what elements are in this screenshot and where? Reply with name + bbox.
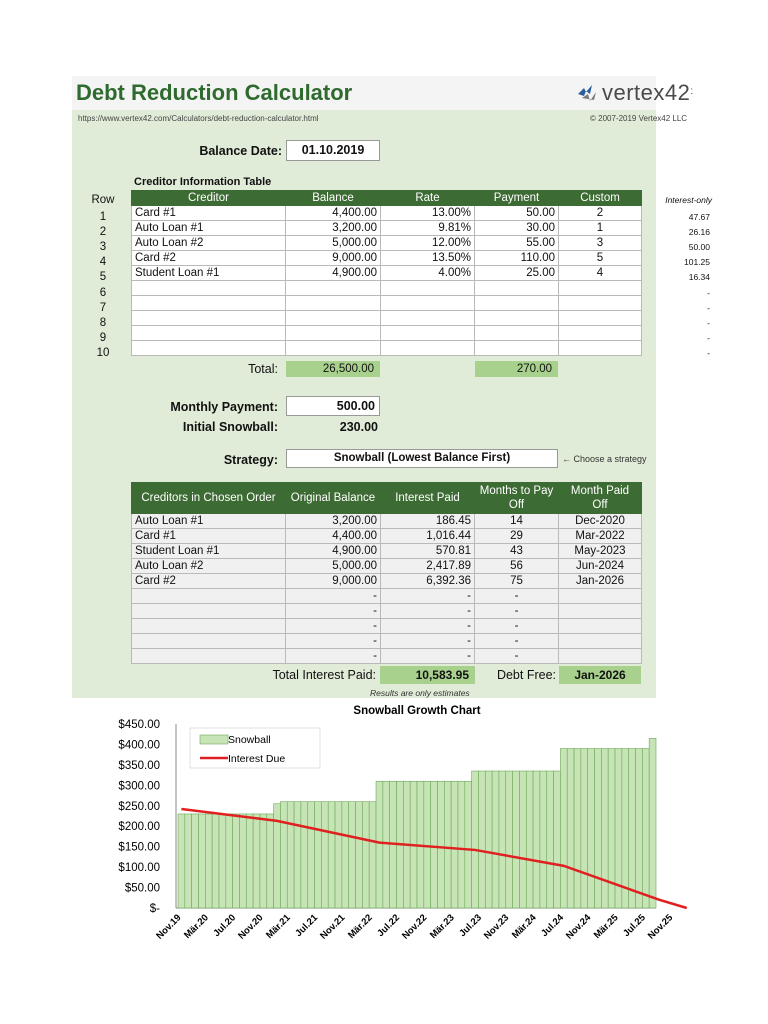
row-number: 5 <box>99 271 107 284</box>
legend-snowball-swatch <box>200 735 228 744</box>
y-tick-label: $200.00 <box>118 821 160 834</box>
x-tick-label: Mär.20 <box>182 912 211 942</box>
x-tick-label: Mär.22 <box>346 912 375 942</box>
order-cell-paid-off: Mar-2022 <box>559 529 642 544</box>
monthly-payment-label: Monthly Payment: <box>170 400 278 414</box>
order-cell-interest: - <box>381 604 475 619</box>
interest-only-value: 101.25 <box>684 257 710 268</box>
snowball-bar <box>485 771 492 908</box>
legend-snowball-label: Snowball <box>228 734 271 746</box>
snowball-bar <box>581 749 588 908</box>
snowball-bar <box>506 771 513 908</box>
order-table-header <box>132 483 642 514</box>
creditor-cell-balance[interactable] <box>286 311 381 326</box>
order-cell-balance: 3,200.00 <box>286 514 381 529</box>
snowball-bar <box>519 771 526 908</box>
snowball-bar <box>185 814 192 908</box>
snowball-bar <box>492 771 499 908</box>
x-tick-label: Jul.25 <box>621 912 648 940</box>
snowball-bar <box>335 802 342 908</box>
x-tick-label: Mär.25 <box>591 912 621 942</box>
snowball-bar <box>342 802 349 908</box>
order-cell-months: - <box>475 649 559 664</box>
interest-only-value: 50.00 <box>688 242 710 253</box>
source-url[interactable]: https://www.vertex42.com/Calculators/debt-reduction-calculator.html <box>78 114 319 123</box>
chosen-order-table <box>131 482 642 664</box>
order-cell-balance: - <box>286 619 381 634</box>
order-cell-balance: 5,000.00 <box>286 559 381 574</box>
order-cell-creditor: Auto Loan #2 <box>132 559 286 574</box>
order-row <box>132 559 642 574</box>
order-cell-creditor <box>132 589 286 604</box>
order-cell-paid-off: Dec-2020 <box>559 514 642 529</box>
snowball-bar <box>629 749 636 908</box>
snowball-bar <box>437 781 444 908</box>
snowball-bar <box>260 814 267 908</box>
snowball-bar <box>328 802 335 908</box>
order-cell-interest: 570.81 <box>381 544 475 559</box>
creditor-cell-creditor[interactable] <box>132 311 286 326</box>
order-row <box>132 589 642 604</box>
x-tick-label: Nov.21 <box>318 912 348 942</box>
x-tick-label: Mär.23 <box>427 912 457 942</box>
row-number: 1 <box>99 211 107 223</box>
snowball-bar <box>321 802 328 908</box>
snowball-bar <box>267 814 274 908</box>
creditor-cell-custom[interactable] <box>559 341 642 356</box>
creditor-cell-balance[interactable]: 3,200.00 <box>286 221 381 236</box>
y-tick-label: $300.00 <box>118 780 160 793</box>
snowball-bar <box>478 771 485 908</box>
row-number: 2 <box>99 226 107 239</box>
snowball-bar <box>376 781 383 908</box>
order-cell-paid-off <box>559 634 642 649</box>
creditor-row <box>132 311 642 326</box>
order-cell-months: 56 <box>475 559 559 574</box>
creditor-cell-custom[interactable] <box>559 296 642 311</box>
debt-free-label: Debt Free: <box>496 668 556 682</box>
creditor-cell-rate[interactable]: 4.00% <box>381 266 475 281</box>
order-cell-interest: 6,392.36 <box>381 574 475 589</box>
snowball-bar <box>349 802 356 908</box>
x-tick-label: Nov.20 <box>236 912 266 942</box>
snowball-bar <box>465 781 472 908</box>
snowball-bar <box>233 814 240 908</box>
initial-snowball-label: Initial Snowball: <box>182 420 278 434</box>
total-payment: 270.00 <box>475 361 558 377</box>
snowball-bar <box>315 802 322 908</box>
total-balance: 26,500.00 <box>286 361 380 377</box>
creditor-row <box>132 236 642 251</box>
creditor-cell-custom[interactable] <box>559 311 642 326</box>
creditor-cell-balance[interactable]: 5,000.00 <box>286 236 381 251</box>
strategy-label: Strategy: <box>223 453 278 467</box>
order-cell-paid-off: Jun-2024 <box>559 559 642 574</box>
creditor-cell-balance[interactable] <box>286 326 381 341</box>
snowball-bar <box>526 771 533 908</box>
snowball-bar <box>287 802 294 908</box>
snowball-bar <box>642 749 649 908</box>
x-tick-label: Jul.24 <box>539 912 566 940</box>
x-tick-label: Mär.21 <box>264 912 293 942</box>
creditor-cell-payment[interactable]: 55.00 <box>475 236 559 251</box>
logo-text: vertex42 <box>602 80 691 105</box>
creditor-cell-rate[interactable]: 13.00% <box>381 206 475 221</box>
creditor-cell-rate[interactable]: 9.81% <box>381 221 475 236</box>
snowball-bar <box>178 814 185 908</box>
row-number: 3 <box>99 241 107 254</box>
creditor-cell-custom[interactable]: 1 <box>559 221 642 236</box>
order-cell-creditor <box>132 604 286 619</box>
order-cell-interest: 186.45 <box>381 514 475 529</box>
creditor-cell-creditor[interactable]: Card #1 <box>132 206 286 221</box>
order-row <box>132 529 642 544</box>
x-tick-label: Nov.22 <box>400 912 430 942</box>
order-cell-interest: - <box>381 634 475 649</box>
x-tick-label: Jul.22 <box>375 912 403 940</box>
y-tick-label: $450.00 <box>118 719 160 731</box>
x-tick-label: Mär.24 <box>509 912 539 942</box>
strategy-hint: ← Choose a strategy <box>562 454 647 464</box>
creditor-cell-custom[interactable] <box>559 281 642 296</box>
snowball-bar <box>362 802 369 908</box>
y-tick-label: $150.00 <box>118 841 160 854</box>
order-row <box>132 544 642 559</box>
order-cell-paid-off <box>559 649 642 664</box>
snowball-bar <box>383 781 390 908</box>
order-cell-months: - <box>475 634 559 649</box>
snowball-bar <box>192 814 199 908</box>
snowball-bar <box>649 738 656 908</box>
creditor-table-header <box>132 191 642 206</box>
snowball-bar <box>567 749 574 908</box>
snowball-bar <box>198 814 205 908</box>
interest-only-value: 16.34 <box>688 272 710 283</box>
creditor-row <box>132 281 642 296</box>
creditor-cell-custom[interactable]: 3 <box>559 236 642 251</box>
snowball-bar <box>253 814 260 908</box>
header-interest-paid: Interest Paid <box>381 483 475 514</box>
order-cell-months: - <box>475 604 559 619</box>
header-original-balance: Original Balance <box>286 483 381 514</box>
order-cell-creditor: Student Loan #1 <box>132 544 286 559</box>
row-number: 10 <box>96 346 110 359</box>
order-cell-balance: 9,000.00 <box>286 574 381 589</box>
order-row <box>132 604 642 619</box>
creditor-cell-payment[interactable] <box>475 341 559 356</box>
creditor-cell-rate[interactable]: 13.50% <box>381 251 475 266</box>
snowball-bar <box>431 781 438 908</box>
snowball-bar <box>622 749 629 908</box>
snowball-bar <box>636 749 643 908</box>
y-tick-label: $50.00 <box>124 882 160 895</box>
interest-only-value: - <box>707 317 710 328</box>
snowball-bar <box>588 749 595 908</box>
creditor-row <box>132 296 642 311</box>
order-cell-interest: - <box>381 619 475 634</box>
row-number: 8 <box>99 316 107 329</box>
snowball-bar <box>595 749 602 908</box>
order-row <box>132 514 642 529</box>
creditor-cell-creditor[interactable]: Student Loan #1 <box>132 266 286 281</box>
order-cell-paid-off <box>559 589 642 604</box>
creditor-cell-balance[interactable] <box>286 296 381 311</box>
order-cell-months: 75 <box>475 574 559 589</box>
creditor-table-caption: Creditor Information Table <box>134 176 272 188</box>
y-tick-label: $250.00 <box>118 800 160 813</box>
x-tick-label: Nov.23 <box>481 912 512 942</box>
creditor-cell-rate[interactable] <box>381 326 475 341</box>
order-cell-creditor: Card #1 <box>132 529 286 544</box>
creditor-row <box>132 341 642 356</box>
snowball-bar <box>369 802 376 908</box>
snowball-bar <box>472 771 479 908</box>
snowball-bar <box>308 802 315 908</box>
creditor-cell-payment[interactable]: 25.00 <box>475 266 559 281</box>
snowball-bar <box>246 814 253 908</box>
order-cell-interest: 2,417.89 <box>381 559 475 574</box>
order-cell-balance: - <box>286 634 381 649</box>
row-number: 7 <box>99 301 107 314</box>
creditor-cell-custom[interactable]: 4 <box>559 266 642 281</box>
snowball-bar <box>547 771 554 908</box>
creditor-cell-creditor[interactable] <box>132 326 286 341</box>
snowball-bar <box>499 771 506 908</box>
y-tick-label: $350.00 <box>118 759 160 772</box>
order-cell-months: 14 <box>475 514 559 529</box>
y-tick-label: $400.00 <box>118 739 160 752</box>
interest-only-value: - <box>707 302 710 313</box>
snowball-bar <box>280 802 287 908</box>
initial-snowball-value: 230.00 <box>339 420 378 434</box>
x-tick-label: Jul.20 <box>211 912 239 940</box>
header-balance: Balance <box>286 191 381 206</box>
creditor-cell-creditor[interactable]: Auto Loan #2 <box>132 236 286 251</box>
row-number: 9 <box>99 331 107 344</box>
snowball-bar <box>219 814 226 908</box>
snowball-bar <box>301 802 308 908</box>
order-cell-balance: - <box>286 604 381 619</box>
creditor-row <box>132 206 642 221</box>
creditor-cell-payment[interactable]: 50.00 <box>475 206 559 221</box>
creditor-cell-rate[interactable] <box>381 311 475 326</box>
snowball-bar <box>458 781 465 908</box>
order-cell-balance: - <box>286 589 381 604</box>
creditor-information-table <box>131 190 642 356</box>
header-rate: Rate <box>381 191 475 206</box>
order-cell-balance: - <box>286 649 381 664</box>
creditor-cell-payment[interactable] <box>475 311 559 326</box>
creditor-row <box>132 266 642 281</box>
snowball-bar <box>554 771 561 908</box>
interest-only-value: 26.16 <box>688 227 710 238</box>
order-cell-creditor <box>132 649 286 664</box>
interest-only-value: - <box>707 347 710 358</box>
row-number: 4 <box>99 256 107 269</box>
creditor-cell-creditor[interactable]: Auto Loan #1 <box>132 221 286 236</box>
order-row <box>132 649 642 664</box>
order-cell-creditor <box>132 619 286 634</box>
row-column-label: Row <box>91 194 115 206</box>
snowball-bar <box>205 814 212 908</box>
order-cell-paid-off: Jan-2026 <box>559 574 642 589</box>
creditor-cell-creditor[interactable] <box>132 341 286 356</box>
order-row <box>132 634 642 649</box>
interest-only-label: Interest-only <box>665 195 712 205</box>
creditor-cell-rate[interactable] <box>381 281 475 296</box>
interest-only-value: - <box>707 332 710 343</box>
snowball-growth-chart <box>110 702 676 952</box>
creditor-cell-custom[interactable] <box>559 326 642 341</box>
order-cell-months: 29 <box>475 529 559 544</box>
creditor-cell-rate[interactable] <box>381 341 475 356</box>
creditor-cell-payment[interactable] <box>475 296 559 311</box>
snowball-bar <box>212 814 219 908</box>
x-tick-label: Nov.25 <box>645 912 676 942</box>
header-month-paid-off: Month Paid Off <box>559 483 642 514</box>
copyright: © 2007-2019 Vertex42 LLC <box>590 114 688 123</box>
creditor-row <box>132 326 642 341</box>
creditor-cell-rate[interactable] <box>381 296 475 311</box>
order-cell-paid-off <box>559 619 642 634</box>
x-tick-label: Nov.24 <box>563 912 594 942</box>
order-cell-balance: 4,900.00 <box>286 544 381 559</box>
order-cell-months: - <box>475 589 559 604</box>
balance-date-label: Balance Date: <box>199 144 282 158</box>
legend-interest-label: Interest Due <box>228 753 286 765</box>
snowball-bar <box>540 771 547 908</box>
creditor-row <box>132 221 642 236</box>
chart-svg <box>110 702 676 952</box>
total-label: Total: <box>248 362 278 376</box>
snowball-bar <box>444 781 451 908</box>
creditor-cell-creditor[interactable] <box>132 296 286 311</box>
debt-free-value: Jan-2026 <box>559 666 641 684</box>
order-cell-months: 43 <box>475 544 559 559</box>
order-cell-balance: 4,400.00 <box>286 529 381 544</box>
header-payment: Payment <box>475 191 559 206</box>
creditor-row <box>132 251 642 266</box>
creditor-cell-balance[interactable]: 9,000.00 <box>286 251 381 266</box>
order-cell-creditor: Auto Loan #1 <box>132 514 286 529</box>
balance-date-input[interactable]: 01.10.2019 <box>286 140 380 161</box>
snowball-bar <box>294 802 301 908</box>
estimate-note: Results are only estimates <box>370 688 470 698</box>
order-row <box>132 619 642 634</box>
vertex42-logo: vertex42: <box>578 80 694 106</box>
y-tick-label: $- <box>149 903 160 915</box>
order-cell-interest: - <box>381 649 475 664</box>
strategy-select[interactable]: Snowball (Lowest Balance First) <box>286 449 558 468</box>
snowball-bar <box>451 781 458 908</box>
order-cell-months: - <box>475 619 559 634</box>
order-row <box>132 574 642 589</box>
y-tick-label: $100.00 <box>118 862 160 875</box>
creditor-cell-custom[interactable]: 5 <box>559 251 642 266</box>
order-cell-paid-off <box>559 604 642 619</box>
header-months-to-pay-off: Months to Pay Off <box>475 483 559 514</box>
creditor-cell-balance[interactable]: 4,400.00 <box>286 206 381 221</box>
x-tick-label: Jul.23 <box>457 912 484 940</box>
page-title: Debt Reduction Calculator <box>76 80 353 105</box>
order-cell-interest: - <box>381 589 475 604</box>
interest-only-value: 47.67 <box>688 212 710 222</box>
creditor-cell-balance[interactable] <box>286 341 381 356</box>
creditor-cell-creditor[interactable]: Card #2 <box>132 251 286 266</box>
creditor-cell-creditor[interactable] <box>132 281 286 296</box>
order-cell-interest: 1,016.44 <box>381 529 475 544</box>
creditor-cell-balance[interactable]: 4,900.00 <box>286 266 381 281</box>
creditor-cell-payment[interactable] <box>475 326 559 341</box>
interest-only-value: - <box>707 287 710 298</box>
chart-title: Snowball Growth Chart <box>353 705 481 717</box>
creditor-cell-payment[interactable]: 110.00 <box>475 251 559 266</box>
header-creditors-order: Creditors in Chosen Order <box>132 483 286 514</box>
order-cell-paid-off: May-2023 <box>559 544 642 559</box>
row-number: 6 <box>99 286 107 299</box>
snowball-bar <box>424 781 431 908</box>
total-interest-label: Total Interest Paid: <box>272 668 376 682</box>
creditor-cell-balance[interactable] <box>286 281 381 296</box>
snowball-bar <box>513 771 520 908</box>
creditor-cell-custom[interactable]: 2 <box>559 206 642 221</box>
x-tick-label: Jul.21 <box>293 912 321 940</box>
snowball-bar <box>239 814 246 908</box>
order-cell-creditor <box>132 634 286 649</box>
snowball-bar <box>226 814 233 908</box>
snowball-bar <box>560 749 567 908</box>
creditor-cell-rate[interactable]: 12.00% <box>381 236 475 251</box>
snowball-bar <box>574 749 581 908</box>
order-cell-creditor: Card #2 <box>132 574 286 589</box>
snowball-bar <box>356 802 363 908</box>
header-custom: Custom <box>559 191 642 206</box>
x-tick-label: Nov.19 <box>154 912 184 942</box>
monthly-payment-input[interactable]: 500.00 <box>286 396 380 416</box>
header-creditor: Creditor <box>132 191 286 206</box>
total-interest-value: 10,583.95 <box>380 666 475 684</box>
creditor-cell-payment[interactable] <box>475 281 559 296</box>
vertex42-logo-icon <box>578 84 598 102</box>
snowball-bar <box>601 749 608 908</box>
creditor-cell-payment[interactable]: 30.00 <box>475 221 559 236</box>
snowball-bar <box>533 771 540 908</box>
